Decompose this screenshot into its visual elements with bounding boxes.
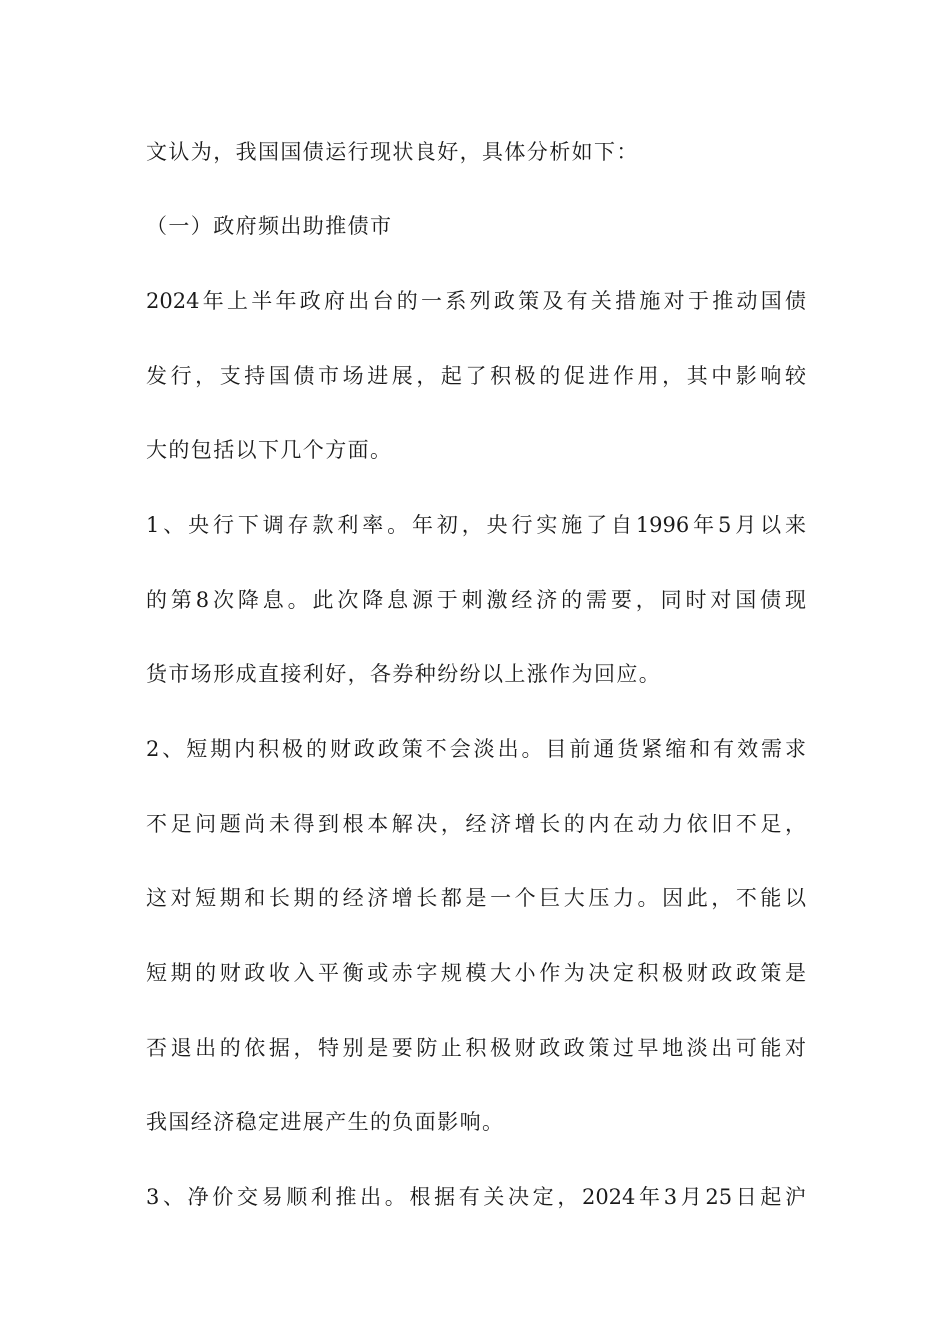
text-line-12: 短期的财政收入平衡或赤字规模大小作为决定积极财政政策是 [146, 961, 806, 985]
text-line-5: 大的包括以下几个方面。 [146, 438, 393, 462]
text-line-10: 不足问题尚未得到根本解决，经济增长的内在动力依旧不足， [146, 812, 806, 836]
text-line-9: 2、短期内积极的财政政策不会淡出。目前通货紧缩和有效需求 [146, 737, 806, 761]
text-line-1: 文认为，我国国债运行现状良好，具体分析如下： [146, 140, 639, 164]
text-line-8: 货市场形成直接利好，各券种纷纷以上涨作为回应。 [146, 662, 662, 686]
text-line-15: 3、净价交易顺利推出。根据有关决定，2024年3月25日起沪 [146, 1185, 806, 1209]
text-line-13: 否退出的依据，特别是要防止积极财政政策过早地淡出可能对 [146, 1036, 806, 1060]
text-line-4: 发行，支持国债市场进展，起了积极的促进作用，其中影响较 [146, 364, 806, 388]
text-line-6: 1、央行下调存款利率。年初，央行实施了自1996年5月以来 [146, 513, 806, 537]
text-line-7: 的第8次降息。此次降息源于刺激经济的需要，同时对国债现 [146, 588, 806, 612]
text-line-3: 2024年上半年政府出台的一系列政策及有关措施对于推动国债 [146, 289, 806, 313]
text-line-14: 我国经济稳定进展产生的负面影响。 [146, 1110, 505, 1134]
section-heading: （一）政府频出助推债市 [146, 214, 393, 238]
text-line-11: 这对短期和长期的经济增长都是一个巨大压力。因此，不能以 [146, 886, 806, 910]
